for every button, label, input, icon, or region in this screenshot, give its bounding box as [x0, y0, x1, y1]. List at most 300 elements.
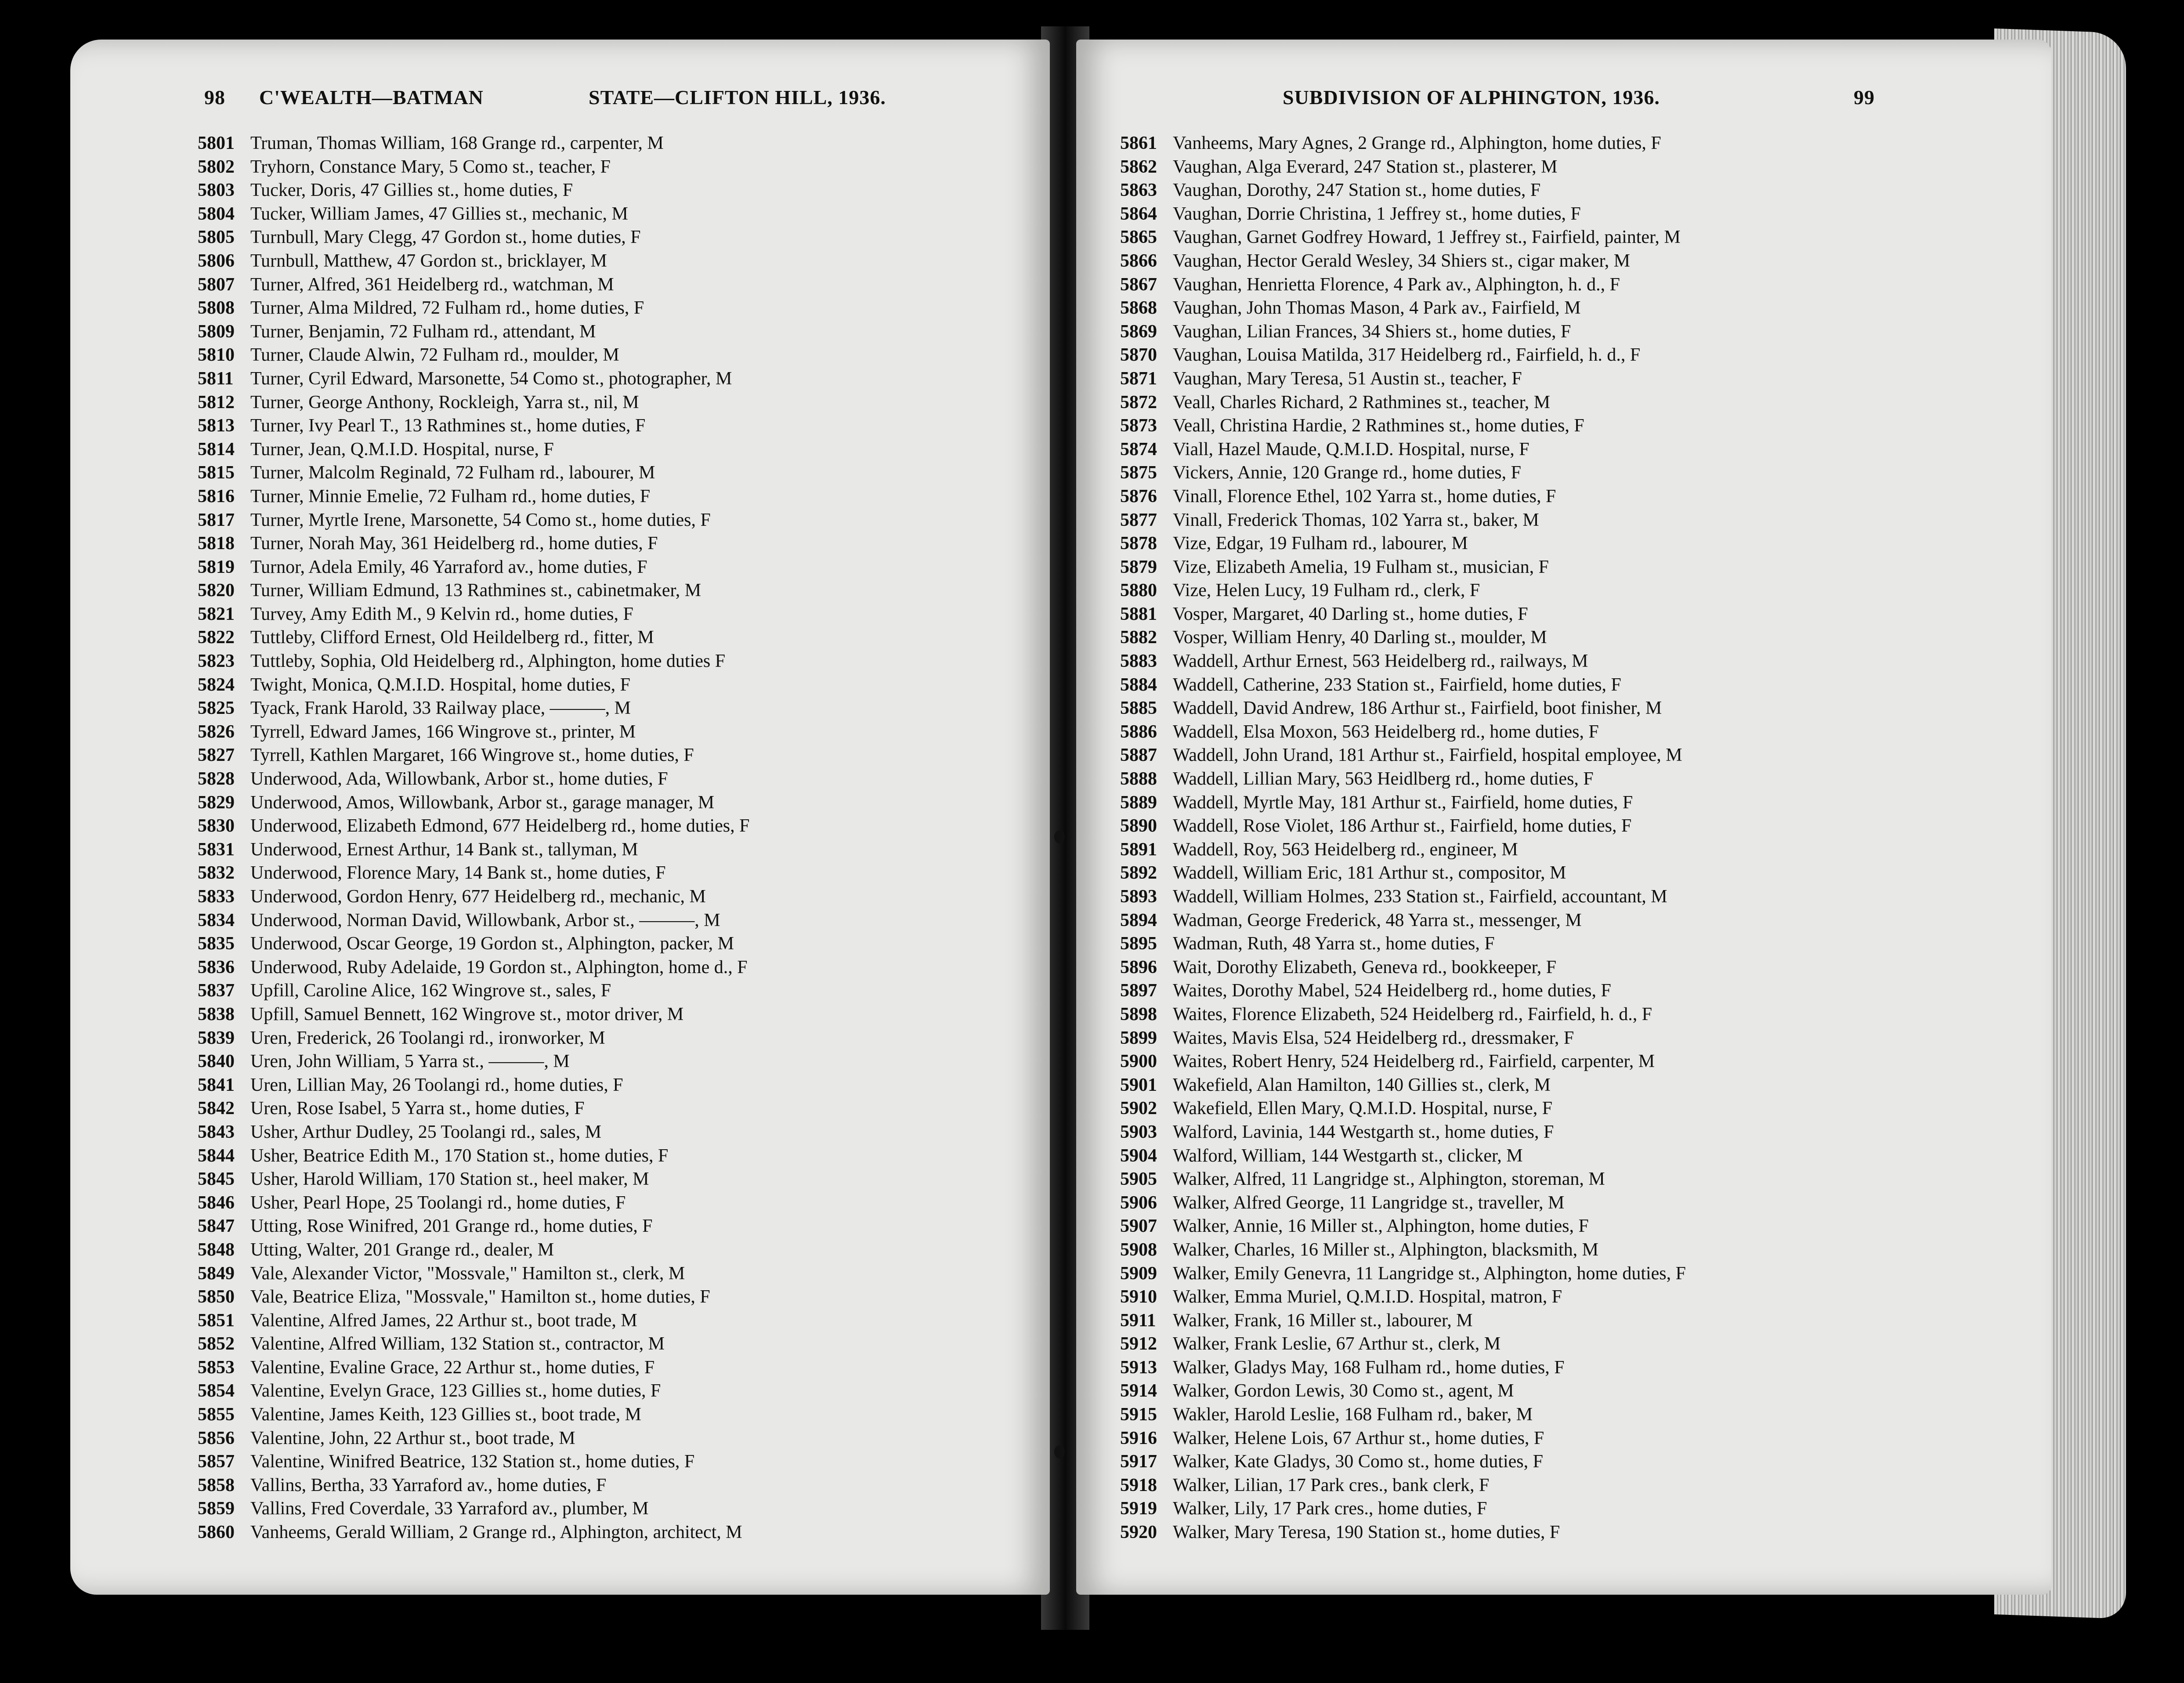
entry-text: Waites, Florence Elizabeth, 524 Heidelberg rd., Fairfield, h. d., F [1173, 1004, 1652, 1024]
entry-row [1120, 1497, 1686, 1521]
entry-row [1120, 1427, 1686, 1451]
entry-number: 5805 [198, 227, 235, 248]
entry-number: 5864 [1120, 203, 1157, 224]
entry-number: 5809 [198, 321, 235, 342]
entry-number: 5841 [198, 1075, 235, 1095]
entry-row [198, 885, 750, 909]
entry-number: 5816 [198, 486, 235, 507]
entry-row [1120, 273, 1686, 297]
entry-row [1120, 320, 1686, 344]
entry-row [198, 767, 750, 791]
entry-text: Turner, Malcolm Reginald, 72 Fulham rd., labourer, M [250, 463, 655, 483]
entry-number: 5909 [1120, 1263, 1157, 1284]
entry-text: Turner, Alfred, 361 Heidelberg rd., watchman, M [250, 274, 614, 295]
left-running-head: C'WEALTH—BATMAN [259, 86, 484, 109]
right-page-number: 99 [1854, 86, 1875, 109]
entry-number: 5880 [1120, 580, 1157, 601]
entry-number: 5876 [1120, 486, 1157, 507]
entry-text: Turner, William Edmund, 13 Rathmines st., cabinetmaker, M [250, 580, 701, 601]
entry-row [1120, 909, 1686, 933]
entry-row [198, 1191, 750, 1215]
entry-number: 5832 [198, 863, 235, 883]
entry-row [198, 838, 750, 862]
entry-number: 5865 [1120, 227, 1157, 248]
entry-row [198, 1497, 750, 1521]
entry-row [198, 1238, 750, 1262]
entry-text: Vale, Beatrice Eliza, "Mossvale," Hamilton st., home duties, F [250, 1287, 710, 1307]
entry-row [198, 179, 750, 203]
entry-number: 5839 [198, 1028, 235, 1048]
entry-row [1120, 1074, 1686, 1097]
entry-number: 5887 [1120, 745, 1157, 766]
entry-number: 5895 [1120, 934, 1157, 954]
entry-number: 5819 [198, 557, 235, 577]
entry-row [198, 1144, 750, 1168]
entry-text: Underwood, Oscar George, 19 Gordon st., Alphington, packer, M [250, 934, 734, 954]
entry-number: 5915 [1120, 1404, 1157, 1425]
entry-number: 5904 [1120, 1145, 1157, 1166]
entry-text: Waddell, John Urand, 181 Arthur st., Fairfield, hospital employee, M [1173, 745, 1682, 766]
entry-text: Vanheems, Mary Agnes, 2 Grange rd., Alphington, home duties, F [1173, 133, 1661, 153]
entry-row [1120, 603, 1686, 626]
entry-text: Walker, Mary Teresa, 190 Station st., home duties, F [1173, 1522, 1560, 1543]
entry-number: 5856 [198, 1428, 235, 1448]
entry-row [1120, 1309, 1686, 1333]
entry-row [198, 297, 750, 320]
entry-number: 5857 [198, 1451, 235, 1472]
entry-number: 5875 [1120, 463, 1157, 483]
entry-row [198, 156, 750, 179]
entry-number: 5858 [198, 1475, 235, 1495]
entry-row [1120, 673, 1686, 697]
entry-text: Tuttleby, Sophia, Old Heidelberg rd., Alphington, home duties F [250, 651, 726, 672]
entry-row [1120, 1450, 1686, 1474]
entry-number: 5850 [198, 1287, 235, 1307]
entry-number: 5861 [1120, 133, 1157, 153]
entry-text: Waddell, Rose Violet, 186 Arthur st., Fairfield, home duties, F [1173, 816, 1632, 836]
entry-text: Waddell, Catherine, 233 Station st., Fairfield, home duties, F [1173, 674, 1621, 695]
entry-number: 5863 [1120, 180, 1157, 201]
entry-text: Vinall, Florence Ethel, 102 Yarra st., home duties, F [1173, 486, 1556, 507]
entry-text: Vaughan, Dorothy, 247 Station st., home duties, F [1173, 180, 1541, 201]
entry-text: Wadman, George Frederick, 48 Yarra st., messenger, M [1173, 910, 1582, 930]
entry-row [1120, 1003, 1686, 1027]
entry-text: Waites, Dorothy Mabel, 524 Heidelberg rd., home duties, F [1173, 981, 1611, 1001]
entry-text: Veall, Charles Richard, 2 Rathmines st., teacher, M [1173, 392, 1551, 413]
entry-row [1120, 485, 1686, 509]
entry-number: 5810 [198, 345, 235, 366]
binding-hole [1054, 830, 1065, 843]
entry-number: 5910 [1120, 1287, 1157, 1307]
entry-text: Uren, Rose Isabel, 5 Yarra st., home duties, F [250, 1098, 585, 1119]
entry-text: Turner, Ivy Pearl T., 13 Rathmines st., home duties, F [250, 416, 646, 436]
entry-number: 5908 [1120, 1239, 1157, 1260]
entry-text: Valentine, James Keith, 123 Gillies st., boot trade, M [250, 1404, 642, 1425]
entry-row [198, 344, 750, 367]
entry-row [1120, 156, 1686, 179]
entry-row [198, 461, 750, 485]
entry-row [1120, 344, 1686, 367]
entry-text: Turner, Minnie Emelie, 72 Fulham rd., home duties, F [250, 486, 651, 507]
entry-text: Usher, Arthur Dudley, 25 Toolangi rd., sales, M [250, 1122, 602, 1142]
entry-row [198, 391, 750, 415]
entry-text: Vosper, William Henry, 40 Darling st., moulder, M [1173, 627, 1547, 648]
entry-row [198, 320, 750, 344]
entry-text: Vize, Elizabeth Amelia, 19 Fulham st., musician, F [1173, 557, 1549, 577]
entry-number: 5919 [1120, 1498, 1157, 1519]
entry-row [198, 603, 750, 626]
entry-text: Tucker, Doris, 47 Gillies st., home duties, F [250, 180, 573, 201]
entry-row [198, 579, 750, 603]
entry-text: Walker, Gordon Lewis, 30 Como st., agent, M [1173, 1381, 1514, 1401]
entry-number: 5893 [1120, 887, 1157, 907]
entry-row [1120, 720, 1686, 744]
entry-row [198, 1403, 750, 1427]
entry-text: Veall, Christina Hardie, 2 Rathmines st., home duties, F [1173, 416, 1584, 436]
entry-number: 5889 [1120, 792, 1157, 813]
entry-row [1120, 1215, 1686, 1238]
entry-text: Usher, Beatrice Edith M., 170 Station st., home duties, F [250, 1145, 669, 1166]
entry-row [198, 909, 750, 933]
entry-row [1120, 556, 1686, 579]
entry-row [198, 1285, 750, 1309]
entry-text: Turner, Cyril Edward, Marsonette, 54 Como st., photographer, M [250, 368, 732, 389]
entry-number: 5900 [1120, 1051, 1157, 1072]
entry-row [1120, 861, 1686, 885]
entry-row [1120, 979, 1686, 1003]
entry-text: Waddell, Arthur Ernest, 563 Heidelberg rd., railways, M [1173, 651, 1588, 672]
entry-number: 5838 [198, 1004, 235, 1024]
entry-row [198, 1262, 750, 1286]
entry-row [1120, 1332, 1686, 1356]
entry-text: Underwood, Amos, Willowbank, Arbor st., garage manager, M [250, 792, 715, 813]
entry-text: Turnbull, Matthew, 47 Gordon st., bricklayer, M [250, 250, 607, 271]
entry-number: 5826 [198, 721, 235, 742]
entry-text: Turner, Claude Alwin, 72 Fulham rd., moulder, M [250, 345, 619, 366]
entry-text: Twight, Monica, Q.M.I.D. Hospital, home duties, F [250, 674, 630, 695]
entry-text: Vaughan, Alga Everard, 247 Station st., plasterer, M [1173, 156, 1558, 177]
entry-number: 5849 [198, 1263, 235, 1284]
entry-text: Turner, Norah May, 361 Heidelberg rd., home duties, F [250, 533, 658, 554]
entry-text: Underwood, Florence Mary, 14 Bank st., home duties, F [250, 863, 666, 883]
entry-text: Vale, Alexander Victor, "Mossvale," Hamilton st., clerk, M [250, 1263, 685, 1284]
entry-row [1120, 461, 1686, 485]
left-page-number: 98 [204, 86, 225, 109]
entry-text: Walker, Lilian, 17 Park cres., bank clerk, F [1173, 1475, 1490, 1495]
entry-number: 5899 [1120, 1028, 1157, 1048]
entry-text: Vaughan, Hector Gerald Wesley, 34 Shiers st., cigar maker, M [1173, 250, 1631, 271]
entry-row [198, 861, 750, 885]
entry-row [1120, 1050, 1686, 1074]
entry-row [1120, 250, 1686, 273]
entry-text: Walker, Gladys May, 168 Fulham rd., home duties, F [1173, 1357, 1565, 1378]
entry-row [198, 814, 750, 838]
entry-number: 5860 [198, 1522, 235, 1543]
entry-text: Uren, Frederick, 26 Toolangi rd., ironworker, M [250, 1028, 605, 1048]
entry-row [1120, 1144, 1686, 1168]
entry-row [1120, 226, 1686, 250]
entry-text: Vize, Helen Lucy, 19 Fulham rd., clerk, F [1173, 580, 1480, 601]
entry-row [1120, 203, 1686, 226]
entry-text: Underwood, Ernest Arthur, 14 Bank st., tallyman, M [250, 839, 638, 860]
entry-number: 5822 [198, 627, 235, 648]
entry-text: Valentine, Winifred Beatrice, 132 Station st., home duties, F [250, 1451, 695, 1472]
entry-number: 5829 [198, 792, 235, 813]
entry-text: Walker, Emma Muriel, Q.M.I.D. Hospital, matron, F [1173, 1287, 1562, 1307]
entry-text: Vaughan, Dorrie Christina, 1 Jeffrey st., home duties, F [1173, 203, 1581, 224]
entry-text: Turner, Jean, Q.M.I.D. Hospital, nurse, F [250, 439, 554, 460]
entry-row [198, 720, 750, 744]
entry-number: 5837 [198, 981, 235, 1001]
entry-number: 5871 [1120, 368, 1157, 389]
entry-number: 5886 [1120, 721, 1157, 742]
entry-row [198, 414, 750, 438]
entry-row [198, 1215, 750, 1238]
entry-text: Valentine, Evelyn Grace, 123 Gillies st., home duties, F [250, 1381, 661, 1401]
entry-row [198, 1450, 750, 1474]
entry-row [1120, 932, 1686, 956]
entry-row [1120, 1238, 1686, 1262]
entry-row [198, 1379, 750, 1403]
entry-row [1120, 885, 1686, 909]
entry-number: 5892 [1120, 863, 1157, 883]
entry-text: Walker, Frank Leslie, 67 Arthur st., clerk, M [1173, 1334, 1501, 1354]
entry-number: 5818 [198, 533, 235, 554]
entry-number: 5855 [198, 1404, 235, 1425]
entry-number: 5814 [198, 439, 235, 460]
entry-number: 5872 [1120, 392, 1157, 413]
entry-text: Tyrrell, Edward James, 166 Wingrove st., printer, M [250, 721, 636, 742]
entry-row [1120, 509, 1686, 532]
right-page [1076, 40, 2051, 1595]
entry-number: 5854 [198, 1381, 235, 1401]
entry-text: Tucker, William James, 47 Gillies st., mechanic, M [250, 203, 628, 224]
entry-text: Turnor, Adela Emily, 46 Yarraford av., home duties, F [250, 557, 647, 577]
entry-text: Vaughan, Lilian Frances, 34 Shiers st., home duties, F [1173, 321, 1571, 342]
entry-number: 5806 [198, 250, 235, 271]
entry-number: 5888 [1120, 769, 1157, 789]
entry-number: 5821 [198, 604, 235, 624]
entry-row [1120, 579, 1686, 603]
entry-number: 5873 [1120, 416, 1157, 436]
entry-row [1120, 1356, 1686, 1380]
entry-row [1120, 1121, 1686, 1144]
entry-text: Wakefield, Alan Hamilton, 140 Gillies st., clerk, M [1173, 1075, 1551, 1095]
entry-number: 5853 [198, 1357, 235, 1378]
entry-row [1120, 179, 1686, 203]
entry-number: 5885 [1120, 698, 1157, 719]
entry-text: Waddell, William Eric, 181 Arthur st., compositor, M [1173, 863, 1566, 883]
entry-row [198, 1027, 750, 1050]
entry-text: Valentine, John, 22 Arthur st., boot trade, M [250, 1428, 575, 1448]
entry-row [198, 438, 750, 462]
entry-text: Walker, Frank, 16 Miller st., labourer, M [1173, 1310, 1473, 1331]
entry-number: 5912 [1120, 1334, 1157, 1354]
entry-row [198, 1332, 750, 1356]
entry-row [1120, 744, 1686, 767]
entry-number: 5884 [1120, 674, 1157, 695]
entry-number: 5827 [198, 745, 235, 766]
entry-row [198, 1427, 750, 1451]
entry-row [198, 1309, 750, 1333]
entry-number: 5881 [1120, 604, 1157, 624]
entry-number: 5862 [1120, 156, 1157, 177]
entry-row [198, 226, 750, 250]
entry-number: 5883 [1120, 651, 1157, 672]
entry-row [198, 1121, 750, 1144]
entry-text: Wakefield, Ellen Mary, Q.M.I.D. Hospital, nurse, F [1173, 1098, 1553, 1119]
entry-number: 5905 [1120, 1169, 1157, 1190]
entry-number: 5808 [198, 298, 235, 319]
entry-row [198, 744, 750, 767]
entry-text: Waddell, Myrtle May, 181 Arthur st., Fairfield, home duties, F [1173, 792, 1633, 813]
entry-row [1120, 814, 1686, 838]
entry-row [198, 250, 750, 273]
entry-number: 5830 [198, 816, 235, 836]
entry-text: Vosper, Margaret, 40 Darling st., home duties, F [1173, 604, 1528, 624]
entry-number: 5840 [198, 1051, 235, 1072]
entry-row [1120, 767, 1686, 791]
entry-number: 5828 [198, 769, 235, 789]
entry-text: Waites, Mavis Elsa, 524 Heidelberg rd., dressmaker, F [1173, 1028, 1574, 1048]
entry-number: 5898 [1120, 1004, 1157, 1024]
entry-row [1120, 1521, 1686, 1545]
entry-number: 5920 [1120, 1522, 1157, 1543]
left-entry-list [198, 132, 750, 1545]
entry-text: Vaughan, Garnet Godfrey Howard, 1 Jeffrey st., Fairfield, painter, M [1173, 227, 1681, 248]
entry-number: 5902 [1120, 1098, 1157, 1119]
entry-text: Usher, Pearl Hope, 25 Toolangi rd., home duties, F [250, 1192, 626, 1213]
entry-text: Waites, Robert Henry, 524 Heidelberg rd., Fairfield, carpenter, M [1173, 1051, 1655, 1072]
entry-text: Waddell, David Andrew, 186 Arthur st., Fairfield, boot finisher, M [1173, 698, 1662, 719]
entry-text: Waddell, William Holmes, 233 Station st., Fairfield, accountant, M [1173, 887, 1667, 907]
entry-number: 5859 [198, 1498, 235, 1519]
entry-number: 5874 [1120, 439, 1157, 460]
entry-row [198, 273, 750, 297]
entry-number: 5845 [198, 1169, 235, 1190]
right-entry-list [1120, 132, 1686, 1545]
entry-text: Valentine, Evaline Grace, 22 Arthur st., home duties, F [250, 1357, 655, 1378]
entry-number: 5803 [198, 180, 235, 201]
entry-number: 5903 [1120, 1122, 1157, 1142]
entry-text: Tryhorn, Constance Mary, 5 Como st., teacher, F [250, 156, 611, 177]
entry-text: Underwood, Norman David, Willowbank, Arbor st., ———, M [250, 910, 720, 930]
entry-text: Underwood, Ada, Willowbank, Arbor st., home duties, F [250, 769, 668, 789]
entry-row [198, 1074, 750, 1097]
left-page [70, 40, 1050, 1595]
entry-row [198, 932, 750, 956]
entry-row [198, 697, 750, 720]
entry-text: Utting, Rose Winifred, 201 Grange rd., home duties, F [250, 1216, 653, 1237]
entry-text: Vaughan, Louisa Matilda, 317 Heidelberg rd., Fairfield, h. d., F [1173, 345, 1641, 366]
entry-number: 5831 [198, 839, 235, 860]
entry-number: 5823 [198, 651, 235, 672]
entry-row [1120, 414, 1686, 438]
entry-text: Waddell, Elsa Moxon, 563 Heidelberg rd., home duties, F [1173, 721, 1599, 742]
entry-text: Tyrrell, Kathlen Margaret, 166 Wingrove st., home duties, F [250, 745, 694, 766]
entry-number: 5870 [1120, 345, 1157, 366]
entry-text: Uren, Lillian May, 26 Toolangi rd., home duties, F [250, 1075, 623, 1095]
entry-text: Walker, Helene Lois, 67 Arthur st., home duties, F [1173, 1428, 1544, 1448]
entry-number: 5842 [198, 1098, 235, 1119]
entry-text: Valentine, Alfred James, 22 Arthur st., boot trade, M [250, 1310, 637, 1331]
entry-text: Turner, Myrtle Irene, Marsonette, 54 Como st., home duties, F [250, 510, 711, 530]
entry-number: 5847 [198, 1216, 235, 1237]
entry-number: 5890 [1120, 816, 1157, 836]
entry-number: 5869 [1120, 321, 1157, 342]
entry-number: 5807 [198, 274, 235, 295]
entry-number: 5820 [198, 580, 235, 601]
entry-number: 5834 [198, 910, 235, 930]
entry-row [198, 509, 750, 532]
entry-text: Waddell, Lillian Mary, 563 Heidlberg rd., home duties, F [1173, 769, 1594, 789]
entry-text: Walker, Alfred, 11 Langridge st., Alphington, storeman, M [1173, 1169, 1605, 1190]
entry-row [1120, 532, 1686, 556]
entry-text: Wadman, Ruth, 48 Yarra st., home duties, F [1173, 934, 1495, 954]
entry-number: 5907 [1120, 1216, 1157, 1237]
entry-row [198, 979, 750, 1003]
entry-number: 5901 [1120, 1075, 1157, 1095]
entry-number: 5878 [1120, 533, 1157, 554]
entry-number: 5836 [198, 957, 235, 977]
entry-number: 5801 [198, 133, 235, 153]
entry-number: 5867 [1120, 274, 1157, 295]
entry-text: Turnbull, Mary Clegg, 47 Gordon st., home duties, F [250, 227, 641, 248]
entry-number: 5833 [198, 887, 235, 907]
entry-text: Tuttleby, Clifford Ernest, Old Heildelberg rd., fitter, M [250, 627, 654, 648]
entry-number: 5894 [1120, 910, 1157, 930]
entry-number: 5804 [198, 203, 235, 224]
entry-row [198, 1003, 750, 1027]
entry-number: 5911 [1120, 1310, 1156, 1331]
entry-row [198, 791, 750, 815]
entry-number: 5897 [1120, 981, 1157, 1001]
entry-text: Vallins, Bertha, 33 Yarraford av., home duties, F [250, 1475, 607, 1495]
entry-text: Usher, Harold William, 170 Station st., heel maker, M [250, 1169, 649, 1190]
entry-number: 5844 [198, 1145, 235, 1166]
entry-text: Vaughan, Henrietta Florence, 4 Park av., Alphington, h. d., F [1173, 274, 1620, 295]
binding-hole [1054, 1445, 1065, 1459]
entry-number: 5877 [1120, 510, 1157, 530]
entry-text: Vaughan, Mary Teresa, 51 Austin st., teacher, F [1173, 368, 1522, 389]
entry-number: 5868 [1120, 298, 1157, 319]
entry-number: 5918 [1120, 1475, 1157, 1495]
entry-number: 5848 [198, 1239, 235, 1260]
entry-text: Waddell, Roy, 563 Heidelberg rd., engineer, M [1173, 839, 1518, 860]
entry-number: 5896 [1120, 957, 1157, 977]
entry-row [198, 485, 750, 509]
entry-text: Underwood, Gordon Henry, 677 Heidelberg rd., mechanic, M [250, 887, 706, 907]
entry-row [198, 1521, 750, 1545]
entry-row [1120, 367, 1686, 391]
entry-number: 5811 [198, 368, 234, 389]
entry-text: Turner, George Anthony, Rockleigh, Yarra st., nil, M [250, 392, 639, 413]
entry-text: Turvey, Amy Edith M., 9 Kelvin rd., home duties, F [250, 604, 633, 624]
entry-row [198, 1097, 750, 1121]
entry-text: Vickers, Annie, 120 Grange rd., home duties, F [1173, 463, 1521, 483]
entry-text: Vinall, Frederick Thomas, 102 Yarra st., baker, M [1173, 510, 1539, 530]
entry-text: Wakler, Harold Leslie, 168 Fulham rd., baker, M [1173, 1404, 1533, 1425]
entry-text: Tyack, Frank Harold, 33 Railway place, ———, M [250, 698, 631, 719]
entry-row [198, 673, 750, 697]
entry-number: 5916 [1120, 1428, 1157, 1448]
entry-text: Walker, Lily, 17 Park cres., home duties, F [1173, 1498, 1487, 1519]
entry-row [198, 1168, 750, 1191]
entry-row [198, 650, 750, 673]
entry-text: Truman, Thomas William, 168 Grange rd., carpenter, M [250, 133, 664, 153]
entry-row [198, 556, 750, 579]
entry-row [198, 956, 750, 980]
